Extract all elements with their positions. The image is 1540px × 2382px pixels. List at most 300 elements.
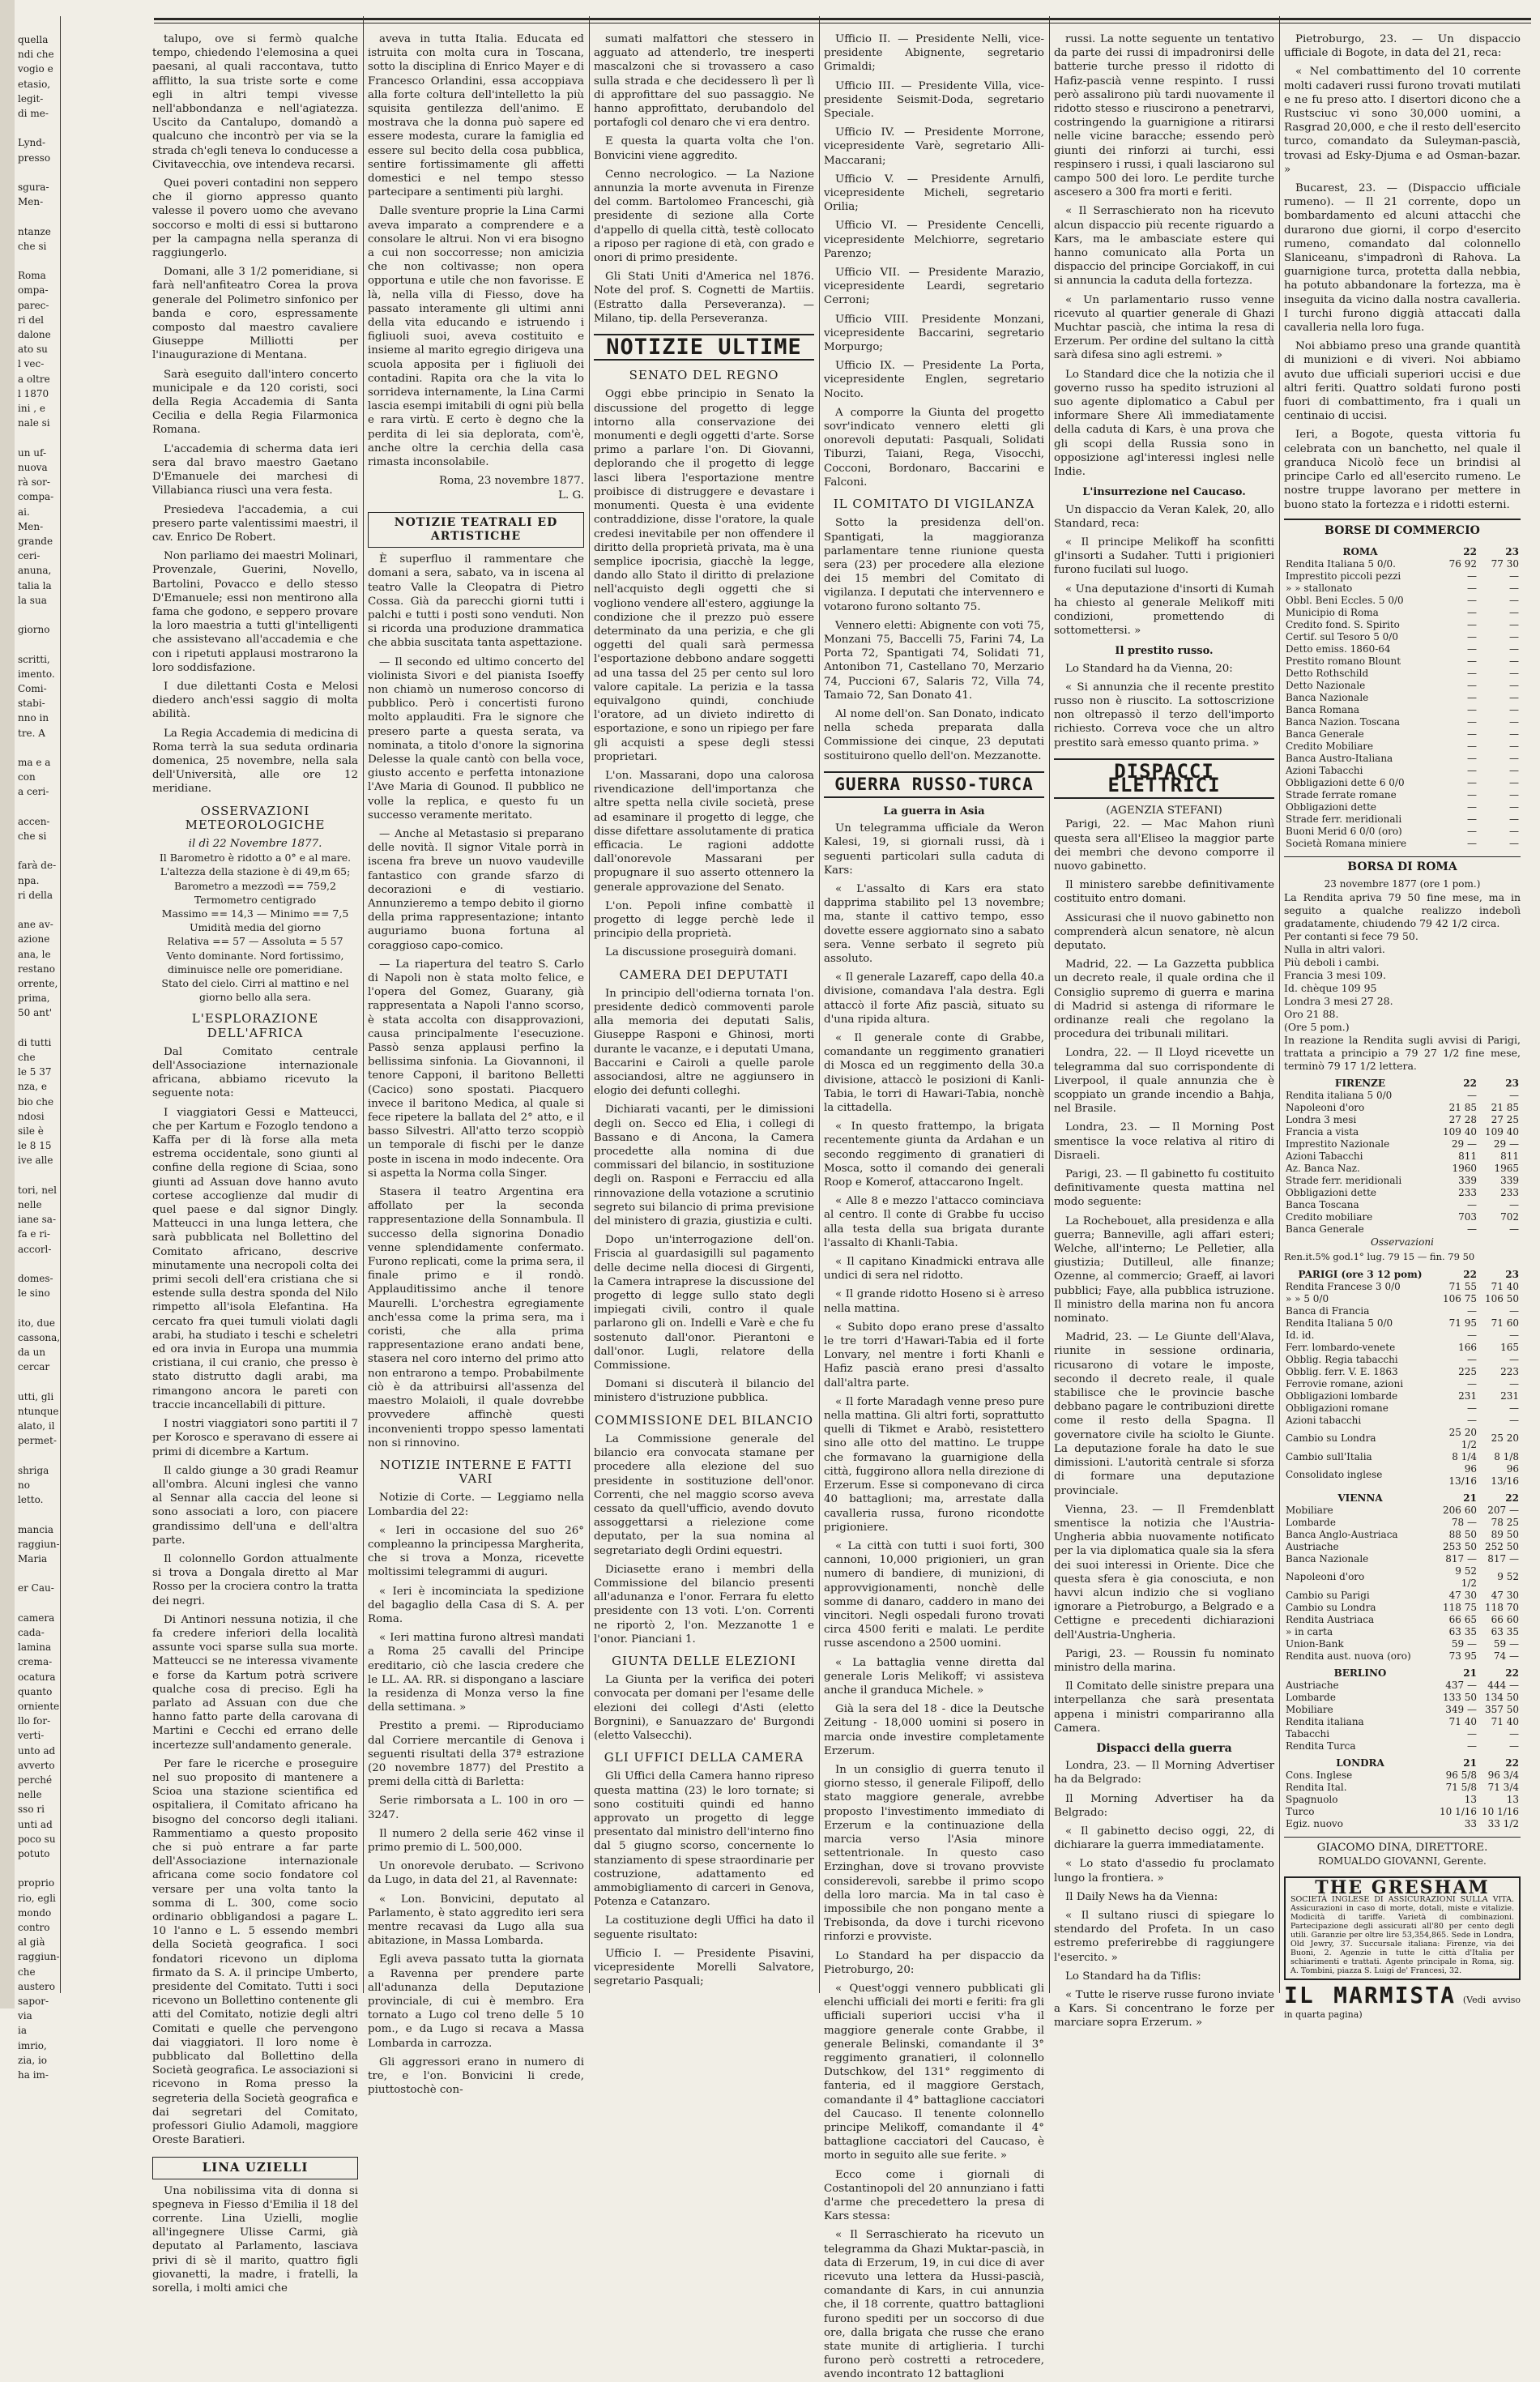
bilancio-article bbox=[594, 1432, 814, 1646]
paragraph: Il Comitato delle sinistre prepara una interpellanza che sarà presentata appena i ministri compariranno alla Camera. bbox=[1054, 1680, 1274, 1735]
paragraph: russi. La notte seguente un tentativo da parte dei russi di impadronirsi delle batterie turche presso il ridotto di Hafiz-pascià venne respinto. I russi però assalirono più tardi nuovamente il ridotto stesso e riuscirono a penetrarvi, costringendo la guarnigione a ritirarsi nelle vicine baracche; essendo però giunti dei rinforzi ai turchi, essi respinsero i russi, i quali lasciarono sul campo 500 dei loro. Le perdite turche ascesero a 300 fra morti e feriti. bbox=[1054, 33, 1274, 199]
table-header-cell: ROMA bbox=[1342, 545, 1378, 557]
borsa-roma-title: BORSA DI ROMA bbox=[1284, 856, 1521, 874]
paragraph: Già la sera del 18 - dice la Deutsche Zeitung - 18,000 uomini si posero in marcia onde investire completamente Erzerum. bbox=[824, 1703, 1044, 1757]
fragment-line bbox=[18, 1861, 58, 1876]
paragraph: Dalle sventure proprie la Lina Carmi aveva imparato a comprendere e a consolare le altrui. Non vi era bisogno a cui non soccorresse; non amicizia che non coltivasse; non opera opportuna e utile che non favorisse. E là, nella villa di Fiesso, dove ha passato interamente gli ultimi anni della vita educando e istruendo i figliuoli suoi, aveva costituito e insieme al marito egregio dirigeva una scuola apposita per i figliuoli dei contadini. Rapita ora che la vita lo sorrideva internamente, la Lina Carmi lascia esempi imitabili di ogni più bella e rara virtù. E certo è degno che la perdita di lei sia deplorata, com'è, anche oltre la cerchia della casa rimasta inconsolabile. bbox=[368, 205, 584, 469]
meteo-date: il dì 22 Novembre 1877. bbox=[188, 837, 322, 850]
table-row bbox=[1284, 1505, 1521, 1517]
paragraph: « Il capitano Kinadmicki entrava alle undici di sera nel ridotto. bbox=[824, 1256, 1044, 1283]
paragraph: Non parliamo dei maestri Molinari, Provenzale, Guerini, Novello, Bartolini, Povacco e dello stesso D'Emanuele; essi non mentirono alla fama che godono, e seppero provare la loro maestria a tutti gl'intelligenti che assistevano all'accademia e che con i ripetuti applausi mostrarono la loro soddisfazione. bbox=[152, 550, 358, 674]
paragraph: « Ieri mattina furono altresì mandati a Roma 25 cavalli del Principe ereditario, ciò che lascia credere che le LL. AA. RR. si dispongano a lasciare la residenza di Monza verso la fine della settimana. » bbox=[368, 1632, 584, 1714]
paragraph: Ufficio IX. — Presidente La Porta, vicepresidente Englen, segretario Nocito. bbox=[824, 360, 1044, 400]
table-row bbox=[1284, 1602, 1521, 1614]
table-cell: Rendita Francese 3 0/0 bbox=[1286, 1280, 1401, 1292]
table-cell: — bbox=[1467, 618, 1477, 630]
fragment-line: restano bbox=[18, 963, 55, 975]
table-row bbox=[1284, 1650, 1521, 1663]
meteo-line: Termometro centigrado bbox=[194, 893, 317, 906]
table-cell: 47 30 bbox=[1491, 1589, 1519, 1601]
table-cell: — bbox=[1509, 618, 1519, 630]
paragraph: La Giunta per la verifica dei poteri convocata per domani per l'esame delle elezioni dei collegi d'Asti (eletto Borgnini), e Sanuazzaro de' Burgondi (eletto Valsecchi). bbox=[594, 1674, 814, 1742]
table-cell: Obblig. Regia tabacchi bbox=[1286, 1353, 1398, 1365]
paragraph: Gli Uffici della Camera hanno ripreso questa mattina (23) le loro tornate; si sono costituiti quindi ed hanno approvato un progetto di legge presentato dal ministro dell'interno fino dal 5 giugno scorso, concernente lo stanziamento di spese straordinarie per costruzione, adattamento ed ammobigliamento di carceri in Genova, Potenza e Catanzaro. bbox=[594, 1770, 814, 1909]
table-cell: Imprestito Nazionale bbox=[1286, 1138, 1390, 1150]
table-cell: — bbox=[1467, 837, 1477, 849]
fragment-line: nza, e bbox=[18, 1081, 47, 1093]
table-cell: 134 50 bbox=[1485, 1691, 1519, 1703]
paragraph: Dopo un'interrogazione dell'on. Friscia al guardasigilli sul pagamento delle decime nella diocesi di Girgenti, la Camera intraprese la discussione del progetto di legge sullo stato degli impiegati civili, contro il quale parlarono gli on. Indelli e Varè e che fu sostenuto dall'onor. Pierantoni e dall'onor. Lugli, relatore della Commissione. bbox=[594, 1234, 814, 1372]
table-cell: 27 25 bbox=[1491, 1114, 1519, 1126]
table-header-cell: 23 bbox=[1505, 1268, 1519, 1280]
director: GIACOMO DINA, DIRETTORE. bbox=[1284, 1837, 1521, 1855]
fragment-line: imento. bbox=[18, 668, 55, 680]
table-row bbox=[1284, 704, 1521, 716]
paragraph: Noi abbiamo preso una grande quantità di munizioni e di viveri. Noi abbiamo avuto due ufficiali superiori uccisi e due altri feriti. Quattro soldati furono posti fuori di combattimento, fra i quali un centinaio di uccisi. bbox=[1284, 340, 1521, 423]
table-cell: Ferrovie romane, azioni bbox=[1286, 1377, 1404, 1390]
table-cell: 66 60 bbox=[1491, 1613, 1519, 1625]
borsa-note: Oro 21 88. bbox=[1284, 1008, 1339, 1021]
paragraph: La Commissione generale del bilancio era convocata stamane per procedere alla elezione del suo presidente in sostituzione dell'onor. Correnti, che nel maggio scorso aveva cessato da quell'ufficio, avendo dovuto assoggettarsi a rielezione come deputato, per la sua nomina al segretariato degli Ordini equestri. bbox=[594, 1432, 814, 1557]
table-cell: » » stallonato bbox=[1286, 582, 1353, 594]
vienna-table bbox=[1284, 1488, 1521, 1663]
paragraph: Sarà eseguito dall'intero concerto municipale e da 120 coristi, soci della Regia Accademia di Santa Cecilia e della Regia Filarmonica Romana. bbox=[152, 368, 358, 437]
table-cell: — bbox=[1467, 679, 1477, 691]
table-cell: Buoni Merid 6 0/0 (oro) bbox=[1286, 825, 1402, 837]
fragment-line: Lynd- bbox=[18, 137, 46, 149]
table-cell: 96 13/16 bbox=[1491, 1462, 1519, 1487]
table-cell: 165 bbox=[1500, 1341, 1519, 1353]
paragraph: — Anche al Metastasio si preparano delle novità. Il signor Vitale porrà in iscena fra breve un nuovo vaudeville fantastico con grande sfarzo di decorazioni e di vestiario. Annunzieremo a tempo debito il giorno della prima rappresentazione; intanto auguriamo buona fortuna al coraggioso capo-comico. bbox=[368, 827, 584, 952]
table-cell: — bbox=[1509, 1090, 1519, 1102]
paragraph: A comporre la Giunta del progetto sovr'indicato vennero eletti gli onorevoli deputati: Pasquali, Solidati Tiburzi, Taiani, Rega, Visocchi, Cocconi, Bordonaro, Baccarini e Falconi. bbox=[824, 406, 1044, 489]
marmista-name: IL MARMISTA bbox=[1284, 1982, 1457, 2009]
table-cell: — bbox=[1467, 1199, 1477, 1211]
bilancio-title: COMMISSIONE DEL BILANCIO bbox=[594, 1412, 814, 1428]
paragraph: « Un parlamentario russo venne ricevuto al quartier generale di Ghazi Muchtar pascià, che intima la resa di Erzerum. Per ordine del sultano la città sarà difesa sino agli estremi. » bbox=[1054, 293, 1274, 362]
table-row bbox=[1284, 1806, 1521, 1818]
table-cell: — bbox=[1509, 642, 1519, 655]
borsa-roma-notes bbox=[1284, 891, 1521, 1073]
guerra-title: GUERRA RUSSO-TURCA bbox=[824, 771, 1044, 798]
table-cell: Obbligazioni lombarde bbox=[1286, 1390, 1398, 1402]
table-header-cell: 23 bbox=[1505, 1078, 1519, 1090]
fragment-line: accen- bbox=[18, 815, 50, 827]
table-cell: — bbox=[1467, 703, 1477, 715]
paragraph: Ufficio VII. — Presidente Marazio, vicepresidente Leardi, segretario Cerroni; bbox=[824, 267, 1044, 307]
table-cell: — bbox=[1467, 1402, 1477, 1414]
meteo-readings bbox=[152, 851, 358, 1004]
fragment-line: parec- bbox=[18, 299, 49, 311]
table-cell: — bbox=[1509, 788, 1519, 800]
fragment-line: Men- bbox=[18, 520, 44, 532]
meteo-line: Vento dominante. Nord fortissimo, diminuisce nelle ore pomeridiane. bbox=[166, 949, 344, 975]
africa-article bbox=[152, 1045, 358, 2148]
marmista-ad bbox=[1284, 1982, 1521, 2021]
table-cell: 33 bbox=[1464, 1817, 1477, 1829]
table-row bbox=[1284, 1305, 1521, 1317]
fragment-line: potuto bbox=[18, 1847, 50, 1859]
fragment-line: legit- bbox=[18, 92, 44, 105]
table-cell: Mobiliare bbox=[1286, 1703, 1333, 1715]
paragraph: « Il sultano riusci di spiegare lo stendardo del Profeta. In un caso estremo preferirebbe di raggiungere l'esercito. » bbox=[1054, 1909, 1274, 1964]
table-cell: 71 95 bbox=[1448, 1317, 1477, 1329]
table-row bbox=[1284, 801, 1521, 813]
fragment-line: raggiun- bbox=[18, 1951, 60, 1963]
fragment-line: quanto bbox=[18, 1685, 53, 1697]
table-cell: 8 1/4 bbox=[1452, 1450, 1477, 1462]
fragment-line: con bbox=[18, 771, 36, 783]
firenze-table bbox=[1284, 1073, 1521, 1236]
table-cell: Strade ferr. meridionali bbox=[1286, 813, 1402, 825]
paragraph: Ufficio II. — Presidente Nelli, vice-presidente Abignente, segretario Grimaldi; bbox=[824, 33, 1044, 74]
table-cell: Austriache bbox=[1286, 1540, 1339, 1552]
paragraph: « Il grande ridotto Hoseno si è arreso nella mattina. bbox=[824, 1288, 1044, 1315]
table-row bbox=[1284, 1782, 1521, 1794]
table-header-cell: 22 bbox=[1463, 1268, 1477, 1280]
paragraph: Parigi, 23. — Roussin fu nominato ministro della marina. bbox=[1054, 1647, 1274, 1674]
fragment-line: avverto bbox=[18, 1759, 55, 1771]
fragment-line: farà de- bbox=[18, 860, 57, 872]
paragraph: Madrid, 23. — Le Giunte dell'Alava, riunite in sessione ordinaria, ricusarono di votare le imposte, secondo il decreto reale, il quale stabilisce che le provincie basche debbano pagare le contribuzioni dirette come il resto della Spagna. Il governatore civile ha sciolto le Giunte. La deputazione forale ha dato le sue dimissioni. L'autorità centrale si sforza di formare una deputazione provinciale. bbox=[1054, 1331, 1274, 1497]
vigilanza-title: IL COMITATO DI VIGILANZA bbox=[833, 497, 1035, 512]
table-cell: 73 95 bbox=[1448, 1650, 1477, 1662]
paragraph: L'on. Massarani, dopo una calorosa rivendicazione dell'importanza che altre spetta nella civile società, prese ad esaminare il progetto di legge, che disse difettare assolutamente di pratica efficacia. Le ragioni addotte dall'onorevole Massarani per propugnare il suo asserto ottennero la generale approvazione del Senato. bbox=[594, 769, 814, 894]
table-cell: » in carta bbox=[1286, 1625, 1333, 1637]
gresham-text: SOCIETÀ INGLESE DI ASSICURAZIONI SULLA VITA. Assicurazioni in caso di morte, dotali, miste e vitalizie. Modicità di tariffe. Varietà di combinazioni. Partecipazione degli assicurati all'80 per cento degli utili. Garanzie per oltre lire 53,354,865. Sede in Londra, Old Jewry, 37. Succursale italiana: Firenze, via dei Buoni, 2. Agenzie in tutte le città d'Italia per schiarimenti e trattati. Agente principale in Roma, sig. A. Tombini, piazza S. Luigi de' Francesi, 32. bbox=[1290, 1895, 1514, 1976]
table-row bbox=[1284, 1199, 1521, 1211]
paragraph: « Il Serraschierato non ha ricevuto alcun dispaccio più recente riguardo a Kars, ma le ambasciate estere qui hanno comunicato alla Porta un dispaccio del principe Gorciakoff, in cui si annuncia la caduta della fortezza. bbox=[1054, 205, 1274, 288]
table-row bbox=[1284, 753, 1521, 765]
borsa-note: Francia 3 mesi 109. bbox=[1284, 969, 1386, 982]
paragraph: La Regia Accademia di medicina di Roma terrà la sua seduta ordinaria domenica, 25 novembre, nella sala dell'Università, alle ore 12 meridiane. bbox=[152, 727, 358, 796]
table-header bbox=[1284, 1488, 1521, 1505]
table-row bbox=[1284, 1740, 1521, 1752]
paragraph: Per fare le ricerche e proseguire nel suo proposito di mantenere a Scioa una stazione scientifica ed ospitaliera, il Comitato africano ha bisogno del concorso degli italiani. Rammentiamo a questo proposito che si può entrare a far parte dell'Associazione internazionale africana come socio fondatore col versare per una volta tanto la somma di L. 300, come socio ordinario obbligandosi a pagare L. 10 l'anno e L. 5 essendo membri della Società geografica. I soci fondatori ricevono un diploma firmato da S. A. il principe Umberto, presidente del Comitato. Tutti i soci ricevono un Bollettino contenente gli atti del Comitato, notizie degli altri Comitati e quelle che pervengono dai viaggiatori. Il loro nome è pubblicato dal Bollettino della Società geografica. Le associazioni si ricevono in Roma presso la segreteria della Società geografica e dai segretari del Comitato, professori Giulio Adamoli, maggiore Oreste Baratieri. bbox=[152, 1757, 358, 2147]
table-header-cell: FIRENZE bbox=[1334, 1078, 1386, 1090]
meteo-line: Stato del cielo. Cirri al mattino e nel giorno bello alla sera. bbox=[161, 977, 349, 1004]
column-4 bbox=[824, 32, 1044, 2381]
gresham-name: THE GRESHAM bbox=[1315, 1877, 1490, 1899]
table-cell: Id. id. bbox=[1286, 1329, 1315, 1341]
table-row bbox=[1284, 1378, 1521, 1390]
paragraph: « Ieri in occasione del suo 26° compleanno la principessa Margherita, che si trova a Monza, ricevette moltissimi telegrammi di auguri. bbox=[368, 1524, 584, 1579]
table-header bbox=[1284, 1073, 1521, 1090]
fragment-line: un uf- bbox=[18, 446, 47, 459]
table-cell: 78 — bbox=[1451, 1516, 1477, 1528]
fragment-line: stabi- bbox=[18, 698, 45, 710]
fragment-line: etasio, bbox=[18, 78, 51, 90]
uffici-continued bbox=[824, 32, 1044, 489]
borse-title: BORSE DI COMMERCIO bbox=[1284, 519, 1521, 538]
fragment-line: ai. bbox=[18, 506, 30, 518]
table-cell: Mobiliare bbox=[1286, 1504, 1333, 1516]
fragment-line: ndi che bbox=[18, 49, 54, 61]
fragment-line: unto ad bbox=[18, 1744, 56, 1757]
fragment-line: nelle bbox=[18, 1199, 42, 1211]
table-cell: 10 1/16 bbox=[1439, 1805, 1477, 1817]
table-cell: 59 — bbox=[1451, 1637, 1477, 1650]
gerente: ROMUALDO GIOVANNI, Gerente. bbox=[1318, 1855, 1487, 1867]
fragment-line: rà sor- bbox=[18, 476, 50, 489]
table-row bbox=[1284, 668, 1521, 680]
fragment-line: quella bbox=[18, 34, 49, 45]
fragment-line: npa. bbox=[18, 874, 40, 886]
table-cell: Union-Bank bbox=[1286, 1637, 1344, 1650]
fragment-line: che bbox=[18, 1052, 36, 1064]
table-cell: Obbligazioni dette bbox=[1286, 800, 1377, 813]
paragraph: Il Morning Advertiser ha da Belgrado: bbox=[1054, 1792, 1274, 1819]
fragment-line: l 1870 bbox=[18, 387, 49, 399]
table-cell: 109 40 bbox=[1443, 1126, 1477, 1138]
table-cell: 25 20 1/2 bbox=[1448, 1426, 1477, 1450]
dispacci-continued bbox=[1284, 32, 1521, 512]
table-header-cell: 23 bbox=[1505, 545, 1519, 557]
table-header-cell: 22 bbox=[1505, 1492, 1519, 1504]
table-cell: 109 40 bbox=[1485, 1126, 1519, 1138]
table-cell: — bbox=[1509, 740, 1519, 752]
paragraph: « La battaglia venne diretta dal generale Loris Melikoff; vi assisteva anche il granduca Michele. » bbox=[824, 1656, 1044, 1697]
table-row bbox=[1284, 607, 1521, 619]
fragment-line: orrente, bbox=[18, 978, 58, 989]
fragment-line: mondo bbox=[18, 1906, 52, 1919]
fragment-line: al già bbox=[18, 1936, 45, 1949]
table-cell: — bbox=[1509, 606, 1519, 618]
table-cell: Cambio su Londra bbox=[1286, 1601, 1376, 1613]
paragraph: Al nome dell'on. San Donato, indicato nella scheda preparata dalla Commissione dei cinque, 23 deputati sostituirono quello dell'on. Mezzanotte. bbox=[824, 707, 1044, 762]
table-cell: Rendita Italiana 5 0/0. bbox=[1286, 557, 1396, 570]
table-cell: Obbl. Beni Eccles. 5 0/0 bbox=[1286, 594, 1404, 606]
fragment-line: perché bbox=[18, 1774, 53, 1786]
fragment-line: l vec- bbox=[18, 358, 45, 370]
paragraph: « Il generale Lazareff, capo della 40.a divisione, comandava l'ala destra. Egli attaccò il forte Afiz pascià, situato su d'una ripida altura. bbox=[824, 971, 1044, 1026]
table-row bbox=[1284, 1281, 1521, 1293]
fragment-line: ceri- bbox=[18, 550, 41, 562]
fragment-line: verti- bbox=[18, 1730, 45, 1742]
table-header-cell: 22 bbox=[1463, 545, 1477, 557]
paragraph: « Subito dopo erano prese d'assalto le tre torri d'Hawari-Tabia ed il forte Lonvary, nel mentre i forti Khanli e Hafiz pascià erano presi d'assalto dall'altra parte. bbox=[824, 1321, 1044, 1390]
table-cell: — bbox=[1467, 1353, 1477, 1365]
table-cell: 118 75 bbox=[1443, 1601, 1477, 1613]
table-cell: 89 50 bbox=[1491, 1528, 1519, 1540]
fragment-line bbox=[18, 254, 58, 268]
paragraph: Stasera il teatro Argentina era affollato per la seconda rappresentazione della Sonnambula. Il successo della signorina Donadio venne splendidamente confermato. Furono replicati, come la prima sera, il finale primo e il rondò. Applauditissimo anche il tenore Maurelli. L'orchestra egregiamente anch'essa come la prima sera, ma i coristi, che alla prima rappresentazione erano andati bene, stasera nel coro interno del primo atto non entrarono a tempo. Probabilmente ciò è da attribuirsi all'assenza del maestro Molaioli, il quale dovrebbe provvedere affinchè questi inconvenienti troppo spesso lamentati non si rinnovino. bbox=[368, 1186, 584, 1449]
table-cell: 106 50 bbox=[1485, 1292, 1519, 1304]
table-cell: — bbox=[1509, 1414, 1519, 1426]
signoff: Roma, 23 novembre 1877. bbox=[439, 475, 584, 488]
table-cell: 811 bbox=[1500, 1150, 1519, 1163]
table-cell: — bbox=[1467, 630, 1477, 642]
fragment-line bbox=[18, 800, 58, 814]
table-cell: 71 60 bbox=[1491, 1317, 1519, 1329]
table-row bbox=[1284, 1415, 1521, 1427]
fragment-line: ini , e bbox=[18, 403, 45, 415]
table-cell: Certif. sul Tesoro 5 0/0 bbox=[1286, 630, 1398, 642]
table-cell: 817 — bbox=[1487, 1552, 1519, 1565]
table-row bbox=[1284, 728, 1521, 741]
borsa-note: Per contanti si fece 79 50. bbox=[1284, 930, 1418, 943]
table-row bbox=[1284, 692, 1521, 704]
fragment-line: utti, gli bbox=[18, 1390, 54, 1402]
fragment-line: grande bbox=[18, 535, 53, 547]
column-rule bbox=[363, 16, 364, 1993]
fragment-line: nelle bbox=[18, 1789, 42, 1801]
table-cell: Detto Nazionale bbox=[1286, 679, 1366, 691]
table-cell: — bbox=[1509, 728, 1519, 740]
fragment-line: ia imrio, bbox=[18, 2025, 47, 2051]
caucaso-article bbox=[1054, 503, 1274, 638]
table-row bbox=[1284, 680, 1521, 692]
borsa-note: La Rendita apriva 79 50 fine mese, ma in seguito a qualche realizzo indebolì gradatamente, chiudendo 79 42 1/2 circa. bbox=[1284, 891, 1521, 930]
table-cell: Consolidato inglese bbox=[1286, 1469, 1383, 1481]
table-header bbox=[1284, 541, 1521, 558]
table-row bbox=[1284, 826, 1521, 838]
fragment-line: di me- bbox=[18, 108, 49, 120]
fragment-line: Comi- bbox=[18, 682, 47, 694]
column-rule bbox=[819, 16, 820, 1993]
fragment-line: llo for- bbox=[18, 1715, 51, 1727]
table-cell: 33 1/2 bbox=[1487, 1817, 1519, 1829]
fragment-line: ntunque bbox=[18, 1405, 59, 1417]
table-cell: — bbox=[1509, 655, 1519, 667]
fragment-line bbox=[18, 1449, 58, 1463]
table-cell: 231 bbox=[1458, 1390, 1477, 1402]
fragment-line: sso ri bbox=[18, 1804, 45, 1816]
table-cell: — bbox=[1467, 715, 1477, 728]
table-cell: Strade ferr. meridionali bbox=[1286, 1175, 1402, 1187]
table-row bbox=[1284, 1794, 1521, 1806]
fragment-line: zia, io bbox=[18, 2054, 48, 2066]
table-row bbox=[1284, 1390, 1521, 1402]
table-row bbox=[1284, 1529, 1521, 1541]
paragraph: « Il generale conte di Grabbe, comandante un reggimento granatieri di Mosca ed un reggimento della 30.a divisione, attaccò le posizioni di Kanli-Tabia, le torri di Hawari-Tabia, nonchè la cittadella. bbox=[824, 1032, 1044, 1115]
table-header bbox=[1284, 1663, 1521, 1680]
paragraph: « Il principe Melikoff ha sconfitti gl'insorti a Sudaher. Tutti i prigionieri furono fucilati sul luogo. bbox=[1054, 536, 1274, 577]
borsa-note: Più deboli i cambi. bbox=[1284, 956, 1380, 969]
fragment-line: Maria bbox=[18, 1552, 48, 1565]
paragraph: « Si annunzia che il recente prestito russo non è riuscito. La sottoscrizione non oltrepassò il terzo dell'importo richiesto. Correva voce che un altro prestito sarà emesso quanto prima. » bbox=[1054, 681, 1274, 749]
fragment-line: cassona, bbox=[18, 1331, 61, 1343]
table-cell: — bbox=[1509, 752, 1519, 764]
table-cell: — bbox=[1467, 800, 1477, 813]
table-row bbox=[1284, 716, 1521, 728]
fragment-line: bio che bbox=[18, 1095, 54, 1108]
uzielli-article bbox=[152, 2184, 358, 2296]
table-header bbox=[1284, 1752, 1521, 1769]
table-cell: Cambio sull'Italia bbox=[1286, 1450, 1372, 1462]
table-row bbox=[1284, 1626, 1521, 1638]
table-cell: — bbox=[1467, 1304, 1477, 1317]
table-cell: Banca Nazion. Toscana bbox=[1286, 715, 1400, 728]
meteo-line: Relativa == 57 — Assoluta = 5 57 bbox=[167, 935, 343, 948]
fragment-line: raggiun- bbox=[18, 1538, 60, 1550]
column-rule bbox=[60, 16, 61, 1993]
fragment-line: camera bbox=[18, 1611, 55, 1624]
table-cell: 96 13/16 bbox=[1448, 1462, 1477, 1487]
fragment-line: unti ad bbox=[18, 1818, 53, 1830]
paragraph: « Il Serraschierato ha ricevuto un telegramma da Ghazi Muktar-pascià, in data di Erzerum, 19, in cui dice di aver ricevuto una lettera da Hussi-pascià, comandante di Kars, in cui annunzia che, il 18 corrente, quattro battaglioni furono spediti per un soccorso di due ore, dalla brigata che russe che erano state munite di artiglieria. I turchi furono però costretti a retrocedere, avendo incontrato 12 battaglioni bbox=[824, 2229, 1044, 2381]
fragment-line bbox=[18, 1257, 58, 1271]
table-cell: 223 bbox=[1500, 1365, 1519, 1377]
paragraph: Quei poveri contadini non seppero che il giorno appresso quanto valesse il povero uomo che avevano soccorso e molti di essi si buttarono per la campagna nella speranza di raggiungerlo. bbox=[152, 177, 358, 260]
fragment-line: domes- bbox=[18, 1273, 53, 1285]
fragment-line: ato su bbox=[18, 344, 48, 356]
table-cell: 339 bbox=[1458, 1175, 1477, 1187]
table-cell: 27 28 bbox=[1448, 1114, 1477, 1126]
table-row bbox=[1284, 643, 1521, 655]
borsa-note: Id. chèque 109 95 bbox=[1284, 982, 1377, 995]
fragment-line bbox=[18, 1300, 58, 1315]
table-cell: Imprestito piccoli pezzi bbox=[1286, 570, 1401, 582]
table-cell: — bbox=[1467, 1414, 1477, 1426]
table-row bbox=[1284, 1692, 1521, 1704]
fragment-line bbox=[18, 1374, 58, 1389]
fragment-line: ocatura bbox=[18, 1671, 56, 1683]
paragraph: Il Daily News ha da Vienna: bbox=[1065, 1890, 1218, 1903]
fragment-line bbox=[18, 1596, 58, 1611]
table-cell: 106 75 bbox=[1443, 1292, 1477, 1304]
table-cell: — bbox=[1509, 703, 1519, 715]
borsa-roma-date: 23 novembre 1877 (ore 1 pom.) bbox=[1324, 878, 1481, 890]
table-cell: 133 50 bbox=[1443, 1691, 1477, 1703]
table-cell: 29 — bbox=[1493, 1138, 1519, 1150]
table-row bbox=[1284, 1427, 1521, 1451]
table-cell: 349 — bbox=[1445, 1703, 1477, 1715]
paragraph: Notizie di Corte. — Leggiamo nella Lombardia del 22: bbox=[368, 1492, 584, 1518]
parigi-table bbox=[1284, 1264, 1521, 1488]
table-row bbox=[1284, 1553, 1521, 1565]
table-cell: 166 bbox=[1458, 1341, 1477, 1353]
marmista-note: (Vedi avviso in quarta pagina) bbox=[1284, 1995, 1521, 2020]
fragment-line bbox=[18, 1168, 58, 1183]
fragment-line bbox=[18, 1021, 58, 1035]
table-row bbox=[1284, 1114, 1521, 1126]
fragment-line: di tutti bbox=[18, 1036, 52, 1048]
table-cell: — bbox=[1509, 582, 1519, 594]
fragment-line: mancia bbox=[18, 1523, 53, 1535]
meteo-line: L'altezza della stazione è di 49,m 65; bbox=[160, 865, 351, 878]
table-row bbox=[1284, 1818, 1521, 1830]
paragraph: Ufficio VIII. Presidente Monzani, vicepresidente Baccarini, segretario Morpurgo; bbox=[824, 313, 1044, 354]
fragment-line: nno in bbox=[18, 712, 49, 724]
roma-table bbox=[1284, 541, 1521, 850]
paragraph: Londra, 22. — Il Lloyd ricevette un telegramma dal suo corrispondente di Liverpool, il quale annunzia che è scoppiato un grande incendio a Bahja, nel Brasile. bbox=[1054, 1047, 1274, 1116]
table-header-cell: 22 bbox=[1505, 1667, 1519, 1679]
table-cell: Egiz. nuovo bbox=[1286, 1817, 1343, 1829]
fragment-line: accorl- bbox=[18, 1243, 52, 1255]
paragraph: Parigi, 22. — Mac Mahon riunì questa sera all'Eliseo la maggior parte dei membri che devono comporre il nuovo gabinetto. bbox=[1054, 818, 1274, 873]
fragment-line: austero bbox=[18, 1980, 55, 1992]
table-header-cell: 21 bbox=[1463, 1757, 1477, 1769]
table-cell: Cambio su Londra bbox=[1286, 1432, 1376, 1445]
table-cell: 8 1/8 bbox=[1494, 1450, 1519, 1462]
table-cell: Rendita italiana 5 0/0 bbox=[1286, 1090, 1393, 1102]
table-cell: Napoleoni d'oro bbox=[1286, 1102, 1365, 1114]
borsa-note: In reazione la Rendita sugli avvisi di Parigi, trattata a principio a 79 27 1/2 fine mese, terminò 79 17 1/2 lettera. bbox=[1284, 1034, 1521, 1073]
gresham-ad bbox=[1284, 1876, 1521, 1980]
table-cell: 253 50 bbox=[1443, 1540, 1477, 1552]
fragment-line: che si bbox=[18, 240, 47, 252]
table-cell: Austriache bbox=[1286, 1679, 1339, 1691]
fragment-line: poco su bbox=[18, 1833, 56, 1845]
table-cell: Tabacchi bbox=[1286, 1727, 1330, 1740]
table-cell: — bbox=[1467, 776, 1477, 788]
paragraph: Il colonnello Gordon attualmente si trova a Dongala diretto al Mar Rosso per la crociera contro la tratta dei negri. bbox=[152, 1552, 358, 1607]
borsa-note: Nulla in altri valori. bbox=[1284, 943, 1385, 956]
fragment-line: da un bbox=[18, 1347, 46, 1359]
paragraph: Ecco come i giornali di Costantinopoli del 20 annunziano i fatti d'arme che precedettero la presa di Kars stessa: bbox=[824, 2168, 1044, 2223]
table-cell: 9 52 bbox=[1497, 1571, 1519, 1583]
